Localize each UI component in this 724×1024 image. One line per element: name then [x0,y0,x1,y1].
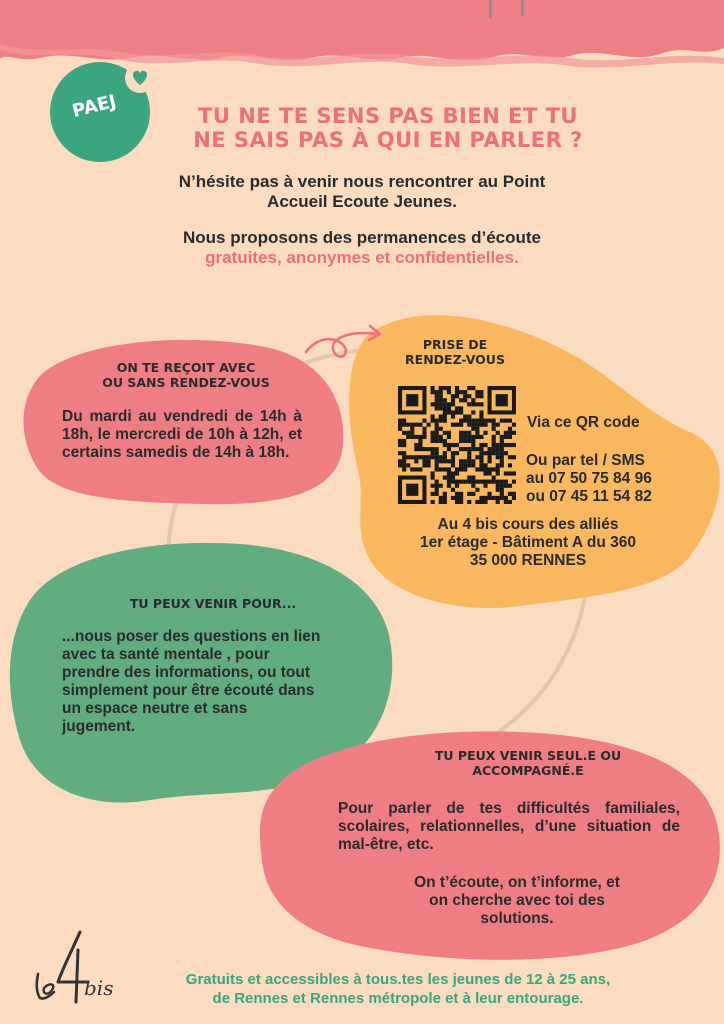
footer-line-1: Gratuits et accessibles à tous.tes les jeunes de 12 à 25 ans, [185,971,611,988]
offer-line-1: Nous proposons des permanences d’écoute [182,228,542,247]
ecoute-line-1: On t’écoute, on t’informe, et [414,874,620,891]
address-line-1: Au 4 bis cours des alliés [437,516,619,533]
paej-logo-label: PAEJ [70,90,119,123]
venir-line-5: un espace neutre et sans [62,700,248,717]
venir-line-4: simplement pour être écouté dans [62,682,315,699]
phone-number-2[interactable]: ou 07 45 11 54 82 [526,488,652,505]
prise-title-line-1: PRISE DE [422,337,488,352]
intro-line-1: N’hésite pas à venir nous rencontrer au Point [178,172,546,191]
venir-title: TU PEUX VENIR POUR... [129,596,297,611]
venir-line-6: jugement. [62,718,136,735]
rdv-title-line-1: ON TE REÇOIT AVEC [116,360,256,375]
title-line-2: NE SAIS PAS À QUI EN PARLER ? [193,128,583,152]
intro-line-2: Accueil Ecoute Jeunes. [267,192,457,211]
footer-text [118,970,678,1008]
address-line-3: 35 000 RENNES [469,552,587,569]
rdv-title [72,360,300,390]
phone-number-1[interactable]: au 07 50 75 84 96 [526,470,652,487]
contact-line-1: Ou par tel / SMS [526,452,645,469]
footer-line-2: de Rennes et Rennes métropole et à leur entourage. [212,990,584,1007]
ecoute-line-3: solutions. [480,910,554,927]
seul-title [418,748,638,778]
venir-line-3: prendre des informations, ou tout [62,664,311,681]
prise-title [390,337,520,367]
seul-title-line-2: ACCOMPAGNÉ.E [472,763,584,778]
qr-label: Via ce QR code [527,414,640,431]
qr-finder-pattern [496,394,508,406]
contact-info [526,452,652,506]
address-line-2: 1er étage - Bâtiment A du 360 [420,534,636,551]
seul-title-line-1: TU PEUX VENIR SEUL.E OU [434,748,622,763]
qr-finder-pattern [406,394,418,406]
page-title [168,104,608,152]
ecoute-line-2: on cherche avec toi des [429,892,605,909]
prise-title-line-2: RENDEZ-VOUS [405,352,505,367]
offer-paragraph [110,228,614,268]
seul-text: Pour parler de tes difficultés familiales, scolaires, relationnelles, d’une situation de mal-être, etc. [338,800,680,853]
rdv-hours-text: Du mardi au vendredi de 14h à 18h, le mercredi de 10h à 12h, et certains samedis de 14h à 18h. [62,408,302,461]
offer-line-2: gratuites, anonymes et confidentielles. [205,248,519,267]
brand-bis-text: bis [84,976,114,1000]
title-line-1: TU NE TE SENS PAS BIEN ET TU [198,104,578,128]
ecoute-text [372,874,662,928]
address [372,516,684,570]
intro-paragraph [130,172,594,212]
venir-line-1: ...nous poser des questions en lien [62,628,321,645]
rdv-title-line-2: OU SANS RENDEZ-VOUS [102,375,270,390]
venir-line-2: avec ta santé mentale , pour [62,646,270,663]
qr-finder-pattern [406,484,418,496]
qr-code[interactable] [398,386,516,504]
venir-text [62,628,362,736]
